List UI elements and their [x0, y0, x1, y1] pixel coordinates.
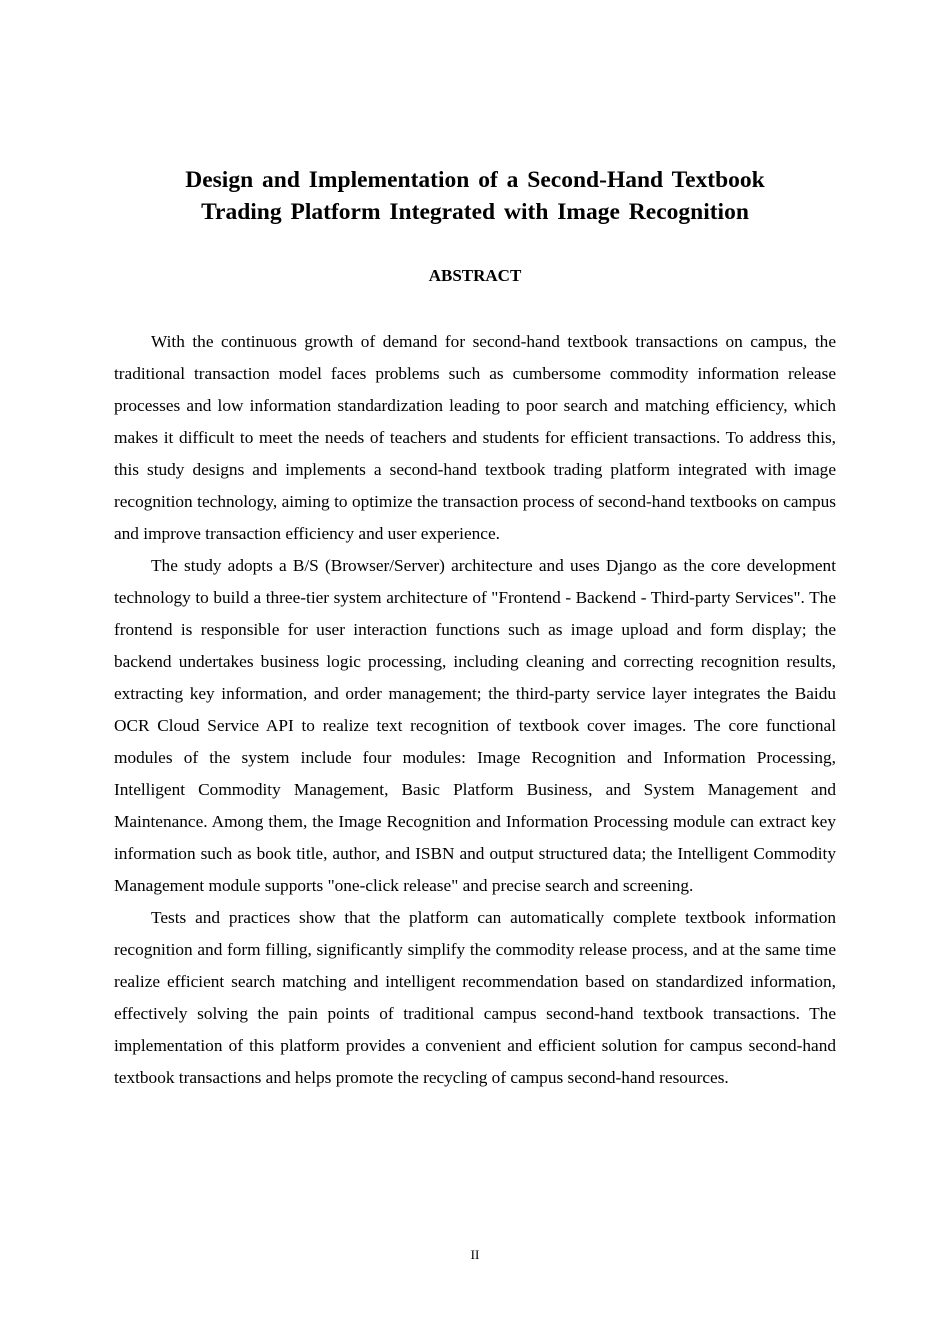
paper-title-line-1: Design and Implementation of a Second-Hand Textbook — [185, 167, 765, 193]
page-number: II — [470, 1247, 480, 1262]
abstract-paragraph-3: Tests and practices show that the platform can automatically complete textbook information recognition and form filling, significantly simplify the commodity release process, and at the same time realize efficient search matching and intelligent recommendation based on standardized information, effectively solving the pain points of traditional campus second-hand textbook transactions. The implementation of this platform provides a convenient and efficient solution for campus second-hand textbook transactions and helps promote the recycling of campus second-hand resources. — [114, 908, 836, 1087]
abstract-paragraph-1: With the continuous growth of demand for second-hand textbook transactions on campus, the traditional transaction model faces problems such as cumbersome commodity information release processes and low information standardization leading to poor search and matching efficiency, which makes it difficult to meet the needs of teachers and students for efficient transactions. To address this, this study designs and implements a second-hand textbook trading platform integrated with image recognition technology, aiming to optimize the transaction process of second-hand textbooks on campus and improve transaction efficiency and user experience. — [114, 332, 836, 543]
abstract-paragraph-2: The study adopts a B/S (Browser/Server) architecture and uses Django as the core development technology to build a three-tier system architecture of "Frontend - Backend - Third-party Services". The frontend is responsible for user interaction functions such as image upload and form display; the backend undertakes business logic processing, including cleaning and correcting recognition results, extracting key information, and order management; the third-party service layer integrates the Baidu OCR Cloud Service API to realize text recognition of textbook cover images. The core functional modules of the system include four modules: Image Recognition and Information Processing, Intelligent Commodity Management, Basic Platform Business, and System Management and Maintenance. Among them, the Image Recognition and Information Processing module can extract key information such as book title, author, and ISBN and output structured data; the Intelligent Commodity Management module supports "one-click release" and precise search and screening. — [114, 556, 836, 895]
paper-title — [114, 164, 836, 228]
abstract-body — [114, 326, 836, 1094]
abstract-heading: ABSTRACT — [428, 266, 522, 285]
paper-title-line-2: Trading Platform Integrated with Image Recognition — [201, 199, 749, 225]
